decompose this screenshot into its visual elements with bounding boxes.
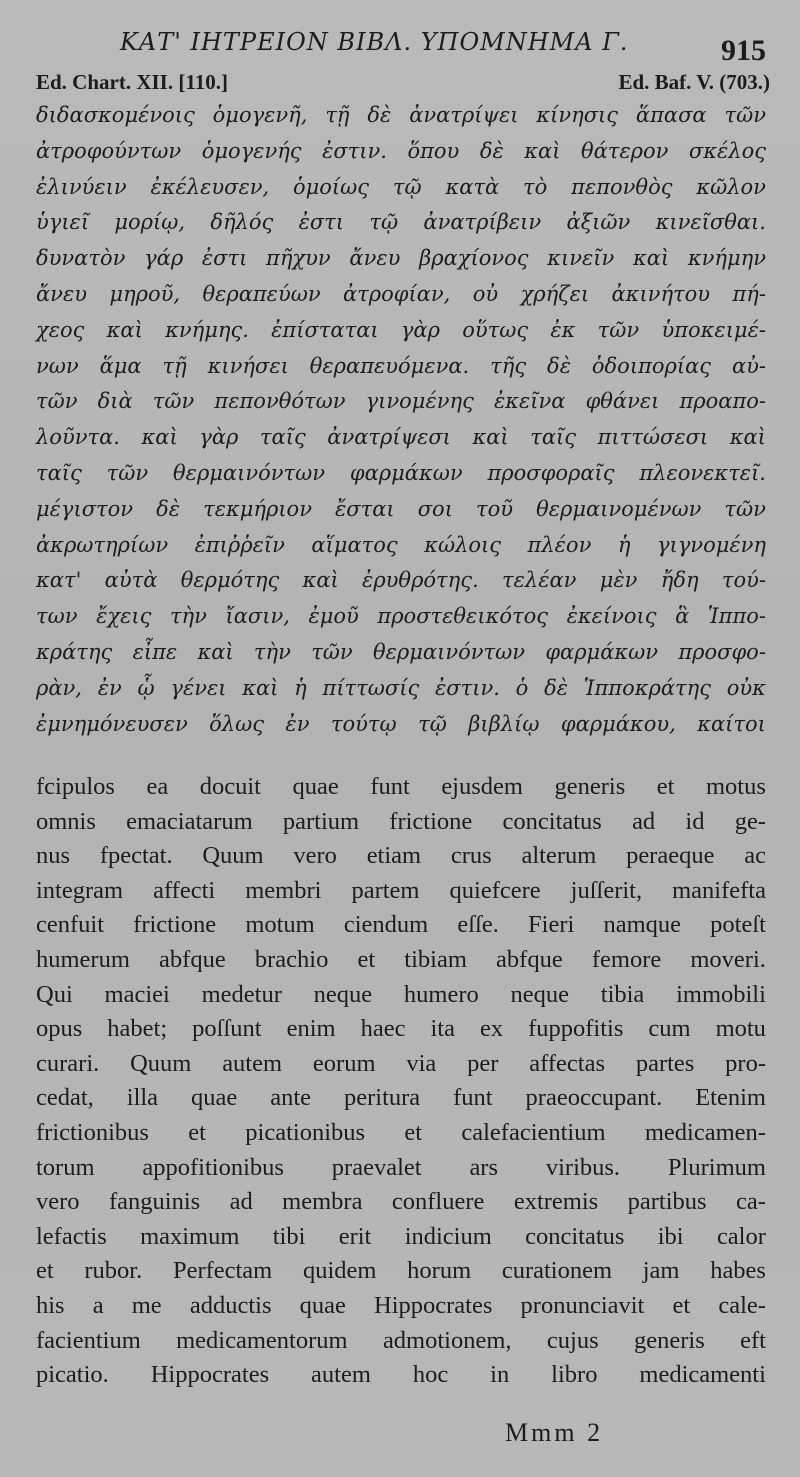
greek-text-line: ἐμνημόνευσεν ὅλως ἐν τούτῳ τῷ βιβλίῳ φαρμάκου, καίτοι <box>36 711 766 736</box>
greek-text-line: ἀκρωτηρίων ἐπιῤῥεῖν αἵματος κώλοις πλέον ἡ γιγνομένη <box>36 532 766 557</box>
running-head: ΚΑΤ' ΙΗΤΡΕΙΟΝ ΒΙΒΛ. ΥΠΟΜΝΗΜΑ Γ. <box>120 28 629 56</box>
latin-text-line: curari. Quum autem eorum via per affectas partes pro- <box>36 1049 766 1077</box>
latin-text-line: humerum abfque brachio et tibiam abfque femore moveri. <box>36 945 766 973</box>
latin-text-line: fcipulos ea docuit quae funt ejusdem generis et motus <box>36 773 766 800</box>
latin-text-line: picatio. Hippocrates autem hoc in libro medicamenti <box>36 1361 766 1389</box>
latin-text-line: lefactis maximum tibi erit indicium concitatus ibi calor <box>36 1222 766 1250</box>
greek-text-line: τῶν διὰ τῶν πεπονθότων γινομένης ἐκεῖνα φθάνει προαπο- <box>36 389 766 414</box>
edition-reference-left: Ed. Chart. XII. [110.] <box>36 70 228 94</box>
greek-text-block <box>36 98 766 742</box>
latin-text-line: vero fanguinis ad membra confluere extremis partibus ca- <box>36 1188 766 1216</box>
greek-text-line: των ἔχεις τὴν ἴασιν, ἐμοῦ προστεθεικότος ἐκείνοις ἃ Ἱππο- <box>36 604 766 629</box>
greek-text-line: μέγιστον δὲ τεκμήριον ἔσται σοι τοῦ θερμαινομένων τῶν <box>36 496 766 521</box>
greek-text-line: ρὰν, ἐν ᾧ γένει καὶ ἡ πίττωσίς ἐστιν. ὁ δὲ Ἱπποκράτης οὐκ <box>36 675 766 700</box>
latin-text-line: torum appofitionibus praevalet ars viribus. Plurimum <box>36 1153 766 1181</box>
latin-text-block <box>36 770 766 1393</box>
greek-text-line: ὑγιεῖ μορίῳ, δῆλός ἐστι τῷ ἀνατρίβειν ἀξιῶν κινεῖσθαι. <box>36 210 766 235</box>
latin-text-line: integram affecti membri partem quiefcere juſſerit, manifefta <box>36 876 766 904</box>
latin-text-line: opus habet; poſſunt enim haec ita ex fuppofitis cum motu <box>36 1015 766 1043</box>
latin-text-line: cedat, illa quae ante peritura funt praeoccupant. Etenim <box>36 1084 766 1112</box>
signature-mark: Mmm 2 <box>505 1418 604 1447</box>
greek-text-line: κατ' αὐτὰ θερμότης καὶ ἐρυθρότης. τελέαν μὲν ἤδη τού- <box>36 568 766 593</box>
edition-reference-right: Ed. Baf. V. (703.) <box>618 70 770 94</box>
greek-text-line: χεος καὶ κνήμης. ἐπίσταται γὰρ οὕτως ἐκ τῶν ὑποκειμέ- <box>36 317 766 342</box>
latin-text-line: cenfuit frictione motum ciendum eſſe. Fieri namque poteſt <box>36 911 766 939</box>
greek-text-line: νων ἅμα τῇ κινήσει θεραπευόμενα. τῆς δὲ ὁδοιπορίας αὐ- <box>36 353 766 378</box>
latin-text-line: his a me adductis quae Hippocrates pronunciavit et cale- <box>36 1291 766 1319</box>
greek-text-line: δυνατὸν γάρ ἐστι πῆχυν ἄνευ βραχίονος κινεῖν καὶ κνήμην <box>36 246 766 271</box>
greek-text-line: λοῦντα. καὶ γὰρ ταῖς ἀνατρίψεσι καὶ ταῖς πιττώσεσι καὶ <box>36 425 766 450</box>
page-number: 915 <box>721 34 766 67</box>
greek-text-line: κράτης εἶπε καὶ τὴν τῶν θερμαινόντων φαρμάκων προσφο- <box>36 639 766 664</box>
latin-text-line: Qui maciei medetur neque humero neque tibia immobili <box>36 980 766 1008</box>
latin-text-line: facientium medicamentorum admotionem, cujus generis eft <box>36 1326 766 1354</box>
greek-text-line: διδασκομένοις ὁμογενῆ, τῇ δὲ ἀνατρίψει κίνησις ἅπασα τῶν <box>36 103 766 127</box>
latin-text-line: et rubor. Perfectam quidem horum curationem jam habes <box>36 1257 766 1285</box>
greek-text-line: ἄνευ μηροῦ, θεραπεύων ἀτροφίαν, οὐ χρήζει ἀκινήτου πή- <box>36 281 766 306</box>
greek-text-line: ἀτροφούντων ὁμογενής ἐστιν. ὅπου δὲ καὶ θάτερον σκέλος <box>36 138 766 163</box>
latin-text-line: nus fpectat. Quum vero etiam crus alterum peraeque ac <box>36 842 766 870</box>
latin-text-line: frictionibus et picationibus et calefacientium medicamen- <box>36 1118 766 1146</box>
latin-text-line: omnis emaciatarum partium frictione concitatus ad id ge- <box>36 807 766 835</box>
greek-text-line: ταῖς τῶν θερμαινόντων φαρμάκων προσφοραῖς πλεονεκτεῖ. <box>36 460 766 485</box>
greek-text-line: ἐλινύειν ἐκέλευσεν, ὁμοίως τῷ κατὰ τὸ πεπονθὸς κῶλον <box>36 174 766 199</box>
